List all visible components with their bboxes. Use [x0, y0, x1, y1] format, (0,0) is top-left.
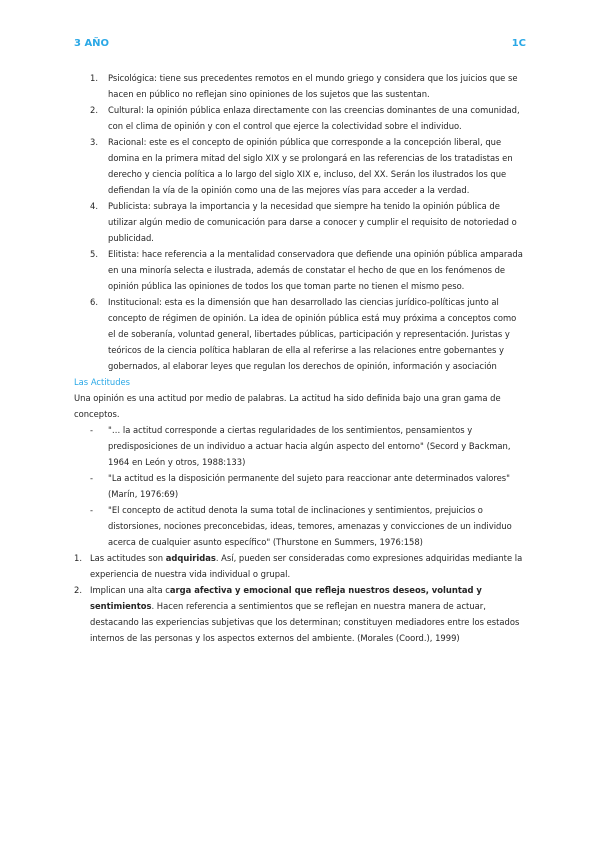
- list-item-text: Cultural: la opinión pública enlaza directamente con las creencias dominantes de una comunidad, con el clima de opinión y con el control que ejerce la colectividad sobre el individuo.: [108, 105, 520, 131]
- list-item: [74, 582, 526, 646]
- quote-item: [74, 502, 526, 550]
- list-number: 2.: [74, 585, 82, 595]
- quote-text: "La actitud es la disposición permanente del sujeto para reaccionar ante determinados valores" (Marín, 1976:69): [108, 473, 511, 499]
- list-item-text-end: . Hacen referencia a sentimientos que se reflejan en nuestra manera de actuar, destacando las experiencias subjetivas que los determinan; constituyen mediadores entre los estados internos de las personas y los aspectos externos del ambiente. (Morales (Coord.), 1999): [90, 601, 520, 643]
- list-item-text: Racional: este es el concepto de opinión pública que corresponde a la concepción liberal, que domina en la primera mitad del siglo XIX y se prolongará en las referencias de los tratadistas en derecho y ciencia política a lo largo del siglo XIX e, incluso, del XX. Serán los ilustrados los que defiendan la vía de la opinión como una de las mejores vías para acceder a la verdad.: [108, 137, 513, 195]
- list-item: [74, 294, 526, 374]
- list-number: 3.: [90, 137, 98, 147]
- quotes-list: [74, 422, 526, 550]
- list-item: [74, 70, 526, 102]
- bold-term: adquiridas: [165, 553, 216, 563]
- document-body: [74, 70, 526, 646]
- dash-bullet: -: [90, 505, 94, 515]
- dash-bullet: -: [90, 473, 94, 483]
- list-item: [74, 550, 526, 582]
- header-course: 1C: [511, 38, 526, 49]
- list-number: 1.: [74, 553, 82, 563]
- attitudes-list: [74, 550, 526, 646]
- list-number: 4.: [90, 201, 98, 211]
- list-item-text: Institucional: esta es la dimensión que han desarrollado las ciencias jurídico-políticas junto al concepto de régimen de opinión. La idea de opinión pública está muy próxima a conceptos como el de soberanía, voluntad general, libertades públicas, participación y representación. Juristas y teóricos de la ciencia política hablaran de ella al referirse a las relaciones entre gobernantes y gobernados, al elaborar leyes que regulan los derechos de opinión, información y asociación: [108, 297, 517, 371]
- list-item-text: Psicológica: tiene sus precedentes remotos en el mundo griego y considera que los juicios que se hacen en público no reflejan sino opiniones de los sujetos que las sustentan.: [108, 73, 518, 99]
- list-number: 1.: [90, 73, 98, 83]
- list-item: [74, 134, 526, 198]
- intro-paragraph: Una opinión es una actitud por medio de palabras. La actitud ha sido definida bajo una gran gama de conceptos.: [74, 393, 501, 419]
- list-item-text-start: Implican una alta c: [90, 585, 170, 595]
- list-item-text-start: Las actitudes son: [90, 553, 166, 563]
- list-number: 6.: [90, 297, 98, 307]
- header-grade: 3 AÑO: [74, 38, 110, 49]
- list-item: [74, 246, 526, 294]
- list-item: [74, 198, 526, 246]
- bold-term: arga afectiva y emocional que refleja nuestros deseos, voluntad y sentimientos: [90, 585, 482, 611]
- list-item-text-end: . Así, pueden ser consideradas como expresiones adquiridas mediante la experiencia de nuestra vida individual o grupal.: [90, 553, 523, 579]
- list-number: 5.: [90, 249, 98, 259]
- quote-text: "El concepto de actitud denota la suma total de inclinaciones y sentimientos, prejuicios o distorsiones, nociones preconcebidas, ideas, temores, amenazas y convicciones de un individuo acerca de cualquier asunto específico" (Thurstone en Summers, 1976:158): [108, 505, 512, 547]
- dash-bullet: -: [90, 425, 94, 435]
- list-item: [74, 102, 526, 134]
- section-title: Las Actitudes: [74, 377, 131, 387]
- quote-item: [74, 470, 526, 502]
- quote-text: "… la actitud corresponde a ciertas regularidades de los sentimientos, pensamientos y predisposiciones de un individuo a actuar hacia algún aspecto del entorno" (Secord y Backman, 1964 en León y otros, 1988:133): [108, 425, 511, 467]
- quote-item: [74, 422, 526, 470]
- opinion-types-list: [74, 70, 526, 374]
- list-item-text: Publicista: subraya la importancia y la necesidad que siempre ha tenido la opinión pública de utilizar algún medio de comunicación para darse a conocer y cumplir el requisito de notoriedad o publicidad.: [108, 201, 517, 243]
- list-number: 2.: [90, 105, 98, 115]
- list-item-text: Elitista: hace referencia a la mentalidad conservadora que defiende una opinión pública amparada en una minoría selecta e ilustrada, además de constatar el hecho de que en los fenómenos de opinión pública las opiniones de todos los que toman parte no tienen el mismo peso.: [108, 249, 523, 291]
